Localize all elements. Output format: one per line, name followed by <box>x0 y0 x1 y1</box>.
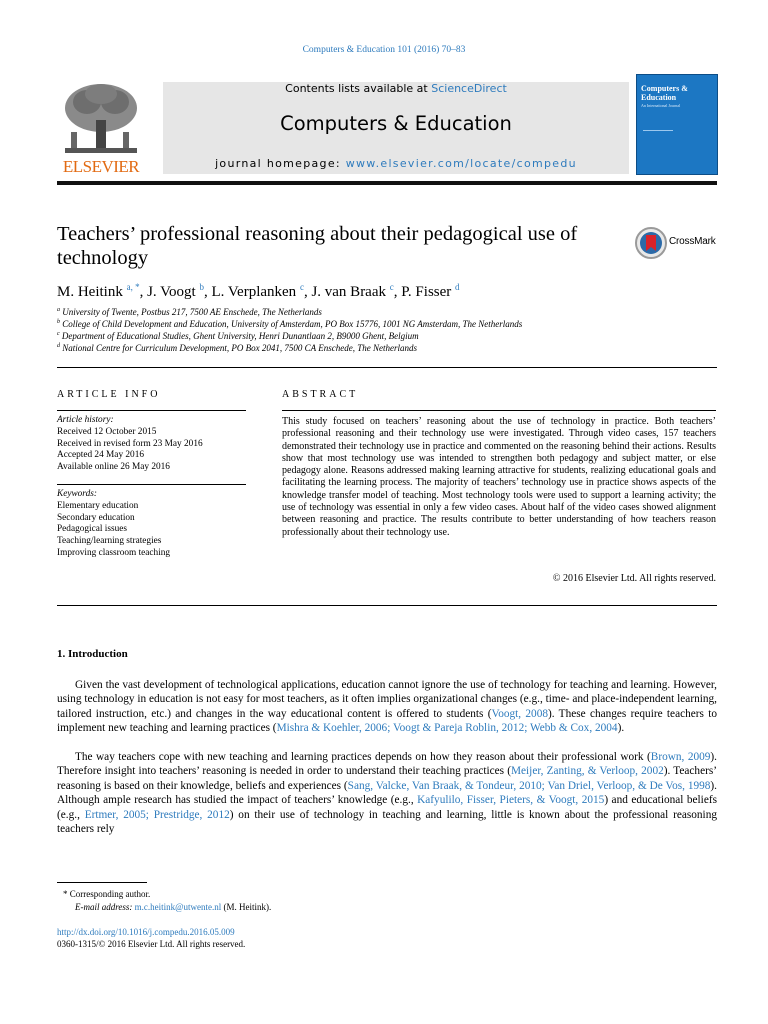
keyword-item: Elementary education <box>57 500 139 511</box>
cover-decoration <box>643 130 673 151</box>
author-name[interactable]: J. Voogt <box>147 284 196 300</box>
keyword-item: Teaching/learning strategies <box>57 536 162 547</box>
section-heading: 1. Introduction <box>57 648 128 660</box>
email-label: E-mail address: <box>75 902 133 912</box>
citation-link[interactable]: Mishra & Koehler, 2006; Voogt & Pareja Roblin, 2012; Webb & Cox, 2004 <box>276 722 618 735</box>
affiliation <box>57 319 717 329</box>
intro-paragraph-2 <box>57 750 717 836</box>
corresponding-author-note: Corresponding author. <box>69 889 151 899</box>
contents-line <box>163 82 629 95</box>
citation-link[interactable]: Ertmer, 2005; Prestridge, 2012 <box>84 808 230 821</box>
journal-citation[interactable]: Computers & Education 101 (2016) 70–83 <box>302 45 466 55</box>
footnote-star: * <box>63 889 68 899</box>
cover-subtitle: An International Journal <box>641 103 681 108</box>
doi-block <box>57 926 457 950</box>
history-item: Received 12 October 2015 <box>57 426 157 437</box>
article-title: Teachers’ professional reasoning about their pedagogical use of technology <box>57 223 578 269</box>
affiliation-sup: a <box>57 307 60 313</box>
sciencedirect-link[interactable]: ScienceDirect <box>431 82 507 95</box>
issn-line: 0360-1315/© 2016 Elsevier Ltd. All rights reserved. <box>57 939 246 949</box>
crossmark-label: CrossMark <box>669 236 716 247</box>
author-sup[interactable]: d <box>455 282 460 292</box>
citation-link[interactable]: Brown, 2009 <box>650 751 711 763</box>
history-item: Received in revised form 23 May 2016 <box>57 438 203 449</box>
homepage-prefix: journal homepage: <box>215 157 346 170</box>
affiliation <box>57 307 717 317</box>
header-rule <box>57 181 717 185</box>
author-name[interactable]: P. Fisser <box>401 284 452 300</box>
paragraph-text: ). Teachers’ reasoning is based on their knowledge, beliefs and experiences ( <box>57 765 718 792</box>
affiliation <box>57 331 717 341</box>
affiliation-sup: b <box>57 319 60 325</box>
info-divider <box>57 410 246 411</box>
paragraph-text: ). Therefore insight into teachers’ reasoning is needed in order to understand their teaching practices ( <box>57 751 718 778</box>
footnote-rule <box>57 882 147 883</box>
abstract-heading: ABSTRACT <box>282 389 359 400</box>
keywords-label: Keywords: <box>57 489 97 499</box>
author-sup[interactable]: c <box>299 282 304 292</box>
keywords <box>57 489 246 560</box>
author-sup[interactable]: b <box>199 282 204 292</box>
homepage-line <box>163 157 629 170</box>
cover-title: Computers & Education <box>641 84 688 102</box>
section-divider <box>57 367 717 368</box>
paragraph-text: ). <box>617 722 625 735</box>
affiliation-text: University of Twente, Postbus 217, 7500 AE Enschede, The Netherlands <box>62 307 322 317</box>
history-label: Article history: <box>57 415 114 425</box>
contents-prefix: Contents lists available at <box>285 82 432 95</box>
citation-link[interactable]: Voogt, 2008 <box>491 707 548 720</box>
author-sup[interactable]: a, * <box>126 282 140 292</box>
article-history <box>57 415 246 474</box>
author-sup[interactable]: c <box>389 282 394 292</box>
citation-link[interactable]: Sang, Valcke, Van Braak, & Tondeur, 2010; Van Driel, Verloop, & De Vos, 1998 <box>347 779 711 792</box>
history-item: Accepted 24 May 2016 <box>57 450 145 461</box>
abstract-text: This study focused on teachers’ reasoning about the use of technology in practice. Both teachers’ professional reasoning and their technology use were investigated. Through video cases, 157 teachers demonstrated their technology use in practice and commented on the reasoning behind their actions. Results show that most technology use was intended to strengthen both pedagogy and subject matter, or else pedagogy alone. Reasons addressed making learning attractive for students, realizing educational goals and facilitating the learning process. The majority of teachers’ technology use in practice shows aspects of the knowledge transfer model of teaching. Most technology tools were used to support a learning activity; the use of technology was essential in only a few video cases. About half of the video cases showed alignment between reasoning and practice. The results contribute to better understanding of how teachers reason professionally about their technology use. <box>282 416 716 538</box>
keyword-item: Secondary education <box>57 512 135 523</box>
author-name[interactable]: L. Verplanken <box>211 284 297 300</box>
citation-link[interactable]: Meijer, Zanting, & Verloop, 2002 <box>510 765 664 778</box>
paragraph-text: The way teachers cope with new teaching and learning practices depends on how they reason about their professional work ( <box>75 751 651 763</box>
affiliation-text: Department of Educational Studies, Ghent University, Henri Dunantlaan 2, B9000 Ghent, Belgium <box>61 331 419 341</box>
affiliation-text: National Centre for Curriculum Development, PO Box 2041, 7500 CA Enschede, The Netherlands <box>62 343 417 353</box>
section-divider <box>57 605 717 606</box>
citation-link[interactable]: Kafyulilo, Fisser, Pieters, & Voogt, 2015 <box>417 794 605 807</box>
keyword-item: Improving classroom teaching <box>57 547 171 558</box>
email-suffix: (M. Heitink). <box>223 902 272 912</box>
affiliation-text: College of Child Development and Education, University of Amsterdam, PO Box 15776, 1001 NG Amsterdam, The Netherlands <box>62 319 523 329</box>
doi-link[interactable]: http://dx.doi.org/10.1016/j.compedu.2016.05.009 <box>57 927 235 937</box>
journal-name: Computers & Education <box>280 112 512 135</box>
footnote <box>57 888 457 914</box>
author-list: M. Heitink $^{a, *}$, J. Voogt $^b$, L. Verplanken $^c$, J. van Braak $^c$, P. Fisser $^d$ <box>57 282 460 300</box>
paragraph-text: ) on their use of technology in teaching and learning, little is known about the professional reasoning teachers rely <box>57 808 717 836</box>
article-info-heading: ARTICLE INFO <box>57 389 161 400</box>
abstract-divider <box>282 410 716 411</box>
author-name[interactable]: M. Heitink <box>57 284 123 300</box>
journal-cover-image[interactable] <box>636 74 718 175</box>
publisher-name: ELSEVIER <box>62 157 140 176</box>
crossmark-icon <box>634 226 668 260</box>
paragraph-text: Given the vast development of technological applications, education cannot ignore the use of technology for teaching and learning. However, using technology in education is not easy for most teachers, as it often implies organizational changes (e.g., time- and place-independent learning, tailored instruction, etc.) and changes in the way educational content is offered to students ( <box>57 679 717 720</box>
affiliation-sup: d <box>57 343 60 349</box>
info-divider <box>57 484 246 485</box>
paragraph-text: ). These changes require teachers to implement new teaching and learning practices ( <box>57 707 717 735</box>
abstract-copyright: © 2016 Elsevier Ltd. All rights reserved. <box>552 573 716 584</box>
affiliation-sup: c <box>57 331 60 337</box>
intro-paragraph-1 <box>57 678 717 736</box>
keyword-item: Pedagogical issues <box>57 524 127 535</box>
affiliation <box>57 343 717 353</box>
paragraph-text: ). Although ample research has studied the impact of teachers’ knowledge (e.g., <box>57 779 718 807</box>
author-name[interactable]: J. van Braak <box>311 284 386 300</box>
paragraph-text: ) and educational beliefs (e.g., <box>57 794 717 821</box>
history-item: Available online 26 May 2016 <box>57 462 170 473</box>
homepage-link[interactable]: www.elsevier.com/locate/compedu <box>345 157 577 170</box>
email-link[interactable]: m.c.heitink@utwente.nl <box>134 902 222 912</box>
